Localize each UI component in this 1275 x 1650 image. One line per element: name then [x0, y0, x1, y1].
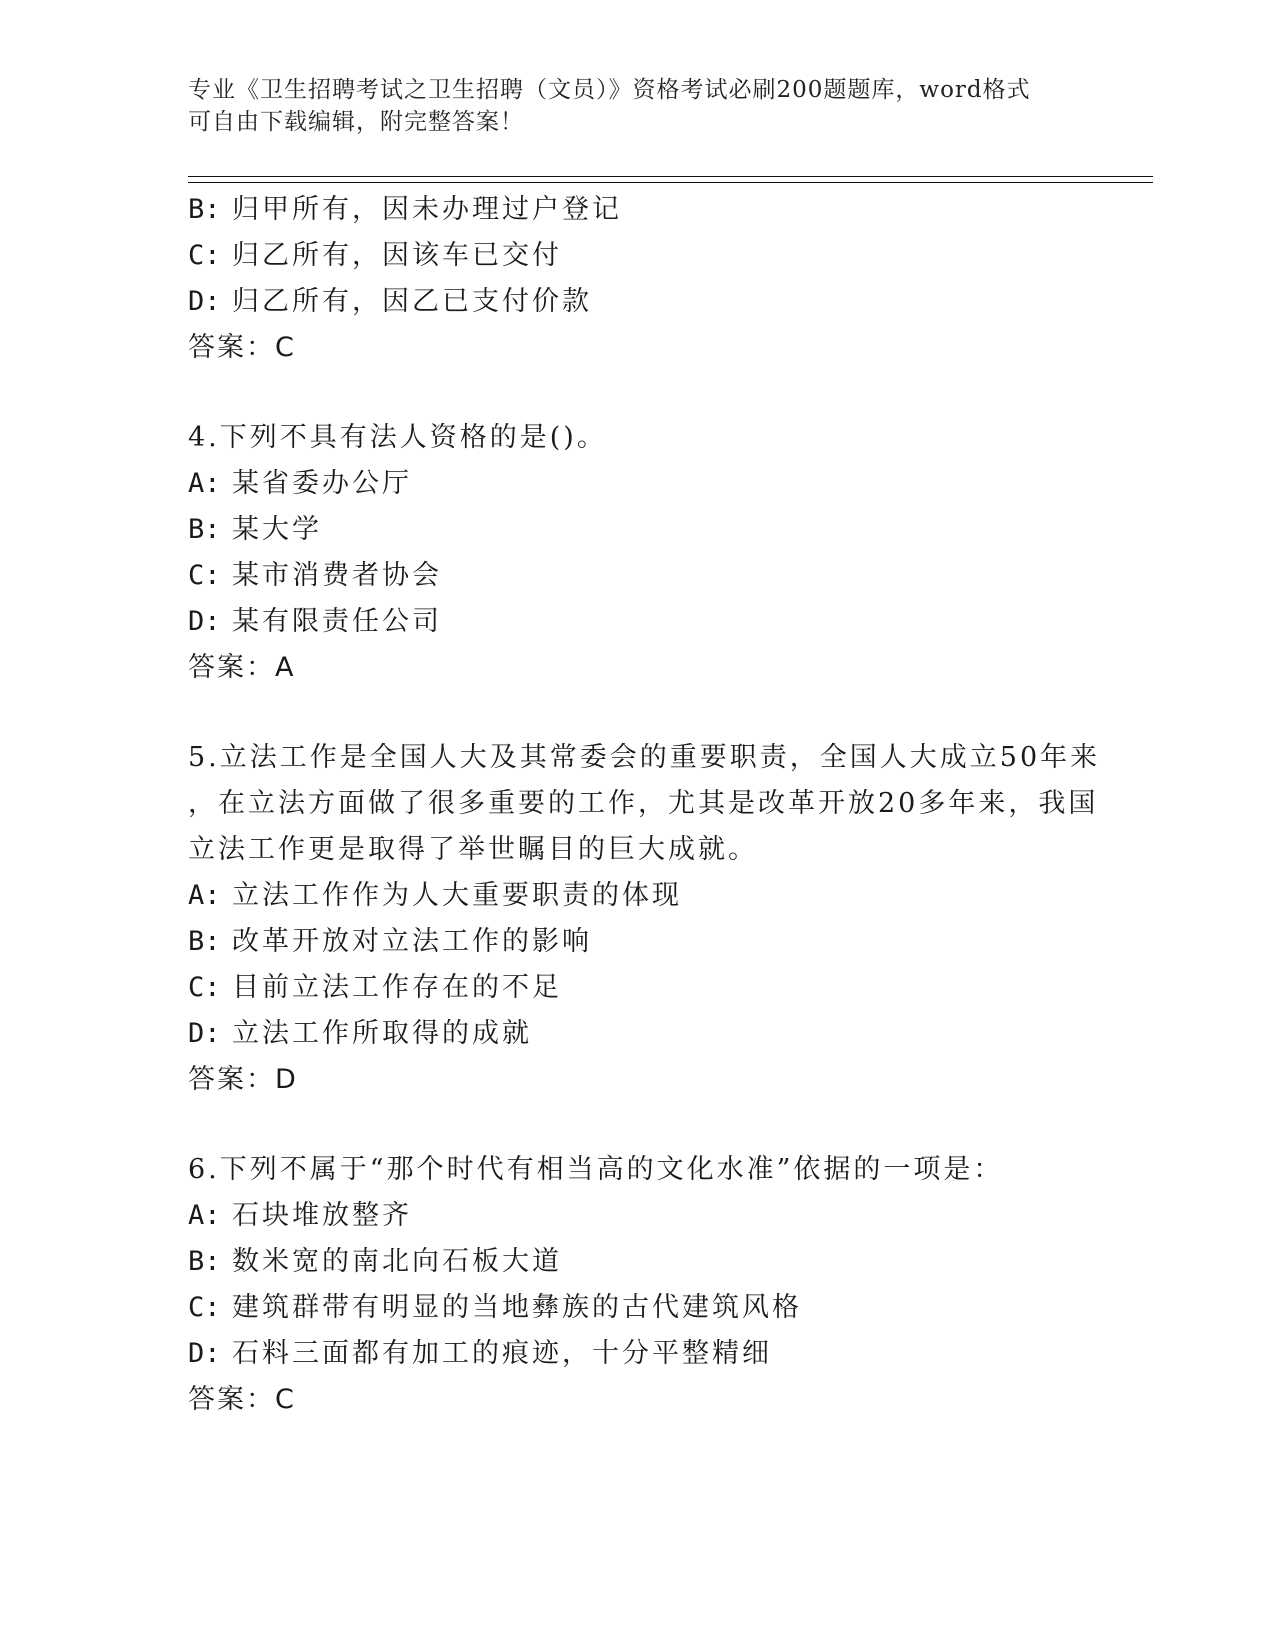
option-letter: D:: [188, 1018, 221, 1049]
header-line-2: 可自由下载编辑，附完整答案！: [188, 109, 524, 135]
question-block-5: [188, 735, 1101, 1103]
option-text: 某市消费者协会: [232, 560, 442, 591]
option-text: 建筑群带有明显的当地彝族的古代建筑风格: [232, 1292, 802, 1323]
option-a: [188, 1193, 1088, 1239]
option-text: 归乙所有，因乙已支付价款: [232, 286, 592, 317]
option-letter: D:: [188, 606, 221, 637]
option-letter: A:: [188, 468, 221, 499]
option-d: [188, 1331, 1088, 1377]
option-c: [188, 1285, 1088, 1331]
option-text: 立法工作所取得的成就: [232, 1018, 532, 1049]
option-letter: A:: [188, 880, 221, 911]
option-letter: C:: [188, 972, 221, 1003]
spacer: [188, 1103, 1088, 1147]
header-rule-bottom: [188, 182, 1153, 183]
header-rule-top: [188, 176, 1153, 177]
option-a: [188, 873, 1088, 919]
option-text: 立法工作作为人大重要职责的体现: [232, 880, 682, 911]
option-c: [188, 553, 1088, 599]
answer-line: 答案：C: [188, 1384, 296, 1415]
spacer: [188, 691, 1088, 735]
option-letter: B:: [188, 514, 221, 545]
question-text-line-3: 立法工作更是取得了举世瞩目的巨大成就。: [188, 834, 758, 865]
option-b: [188, 187, 1088, 233]
question-text: 4.下列不具有法人资格的是()。: [188, 422, 607, 453]
option-c: [188, 965, 1088, 1011]
answer-line: 答案：C: [188, 332, 296, 363]
option-b: [188, 507, 1088, 553]
answer-line: 答案：A: [188, 652, 296, 683]
option-letter: D:: [188, 286, 221, 317]
answer-line: 答案：D: [188, 1064, 298, 1095]
question-block-4: [188, 415, 1088, 691]
option-letter: B:: [188, 1246, 221, 1277]
option-letter: C:: [188, 240, 221, 271]
option-text: 改革开放对立法工作的影响: [232, 926, 592, 957]
option-d: [188, 1011, 1088, 1057]
option-text: 某省委办公厅: [232, 468, 412, 499]
option-text: 归乙所有，因该车已交付: [232, 240, 562, 271]
option-text: 归甲所有，因未办理过户登记: [232, 194, 622, 225]
option-letter: D:: [188, 1338, 221, 1369]
question-text: 6.下列不属于“那个时代有相当高的文化水准”依据的一项是：: [188, 1154, 1004, 1185]
option-a: [188, 461, 1088, 507]
option-letter: A:: [188, 1200, 221, 1231]
option-text: 某有限责任公司: [232, 606, 442, 637]
spacer: [188, 371, 1088, 415]
document-header: [188, 74, 1088, 138]
question-block-6: [188, 1147, 1088, 1423]
option-d: [188, 599, 1088, 645]
option-text: 石料三面都有加工的痕迹，十分平整精细: [232, 1338, 772, 1369]
header-line-1: 专业《卫生招聘考试之卫生招聘（文员）》资格考试必刷200题题库，word格式: [188, 77, 1031, 103]
question-block-3: [188, 187, 1088, 371]
option-text: 某大学: [232, 514, 322, 545]
option-b: [188, 1239, 1088, 1285]
question-text-line-1: 5.立法工作是全国人大及其常委会的重要职责，全国人大成立50年来: [188, 742, 1101, 773]
option-letter: B:: [188, 926, 221, 957]
option-letter: B:: [188, 194, 221, 225]
option-text: 目前立法工作存在的不足: [232, 972, 562, 1003]
option-text: 数米宽的南北向石板大道: [232, 1246, 562, 1277]
option-letter: C:: [188, 560, 221, 591]
option-letter: C:: [188, 1292, 221, 1323]
question-text-line-2: ，在立法方面做了很多重要的工作，尤其是改革开放20多年来，我国: [188, 788, 1099, 819]
option-d: [188, 279, 1088, 325]
option-b: [188, 919, 1088, 965]
question-list: [188, 187, 1101, 1423]
option-text: 石块堆放整齐: [232, 1200, 412, 1231]
option-c: [188, 233, 1088, 279]
